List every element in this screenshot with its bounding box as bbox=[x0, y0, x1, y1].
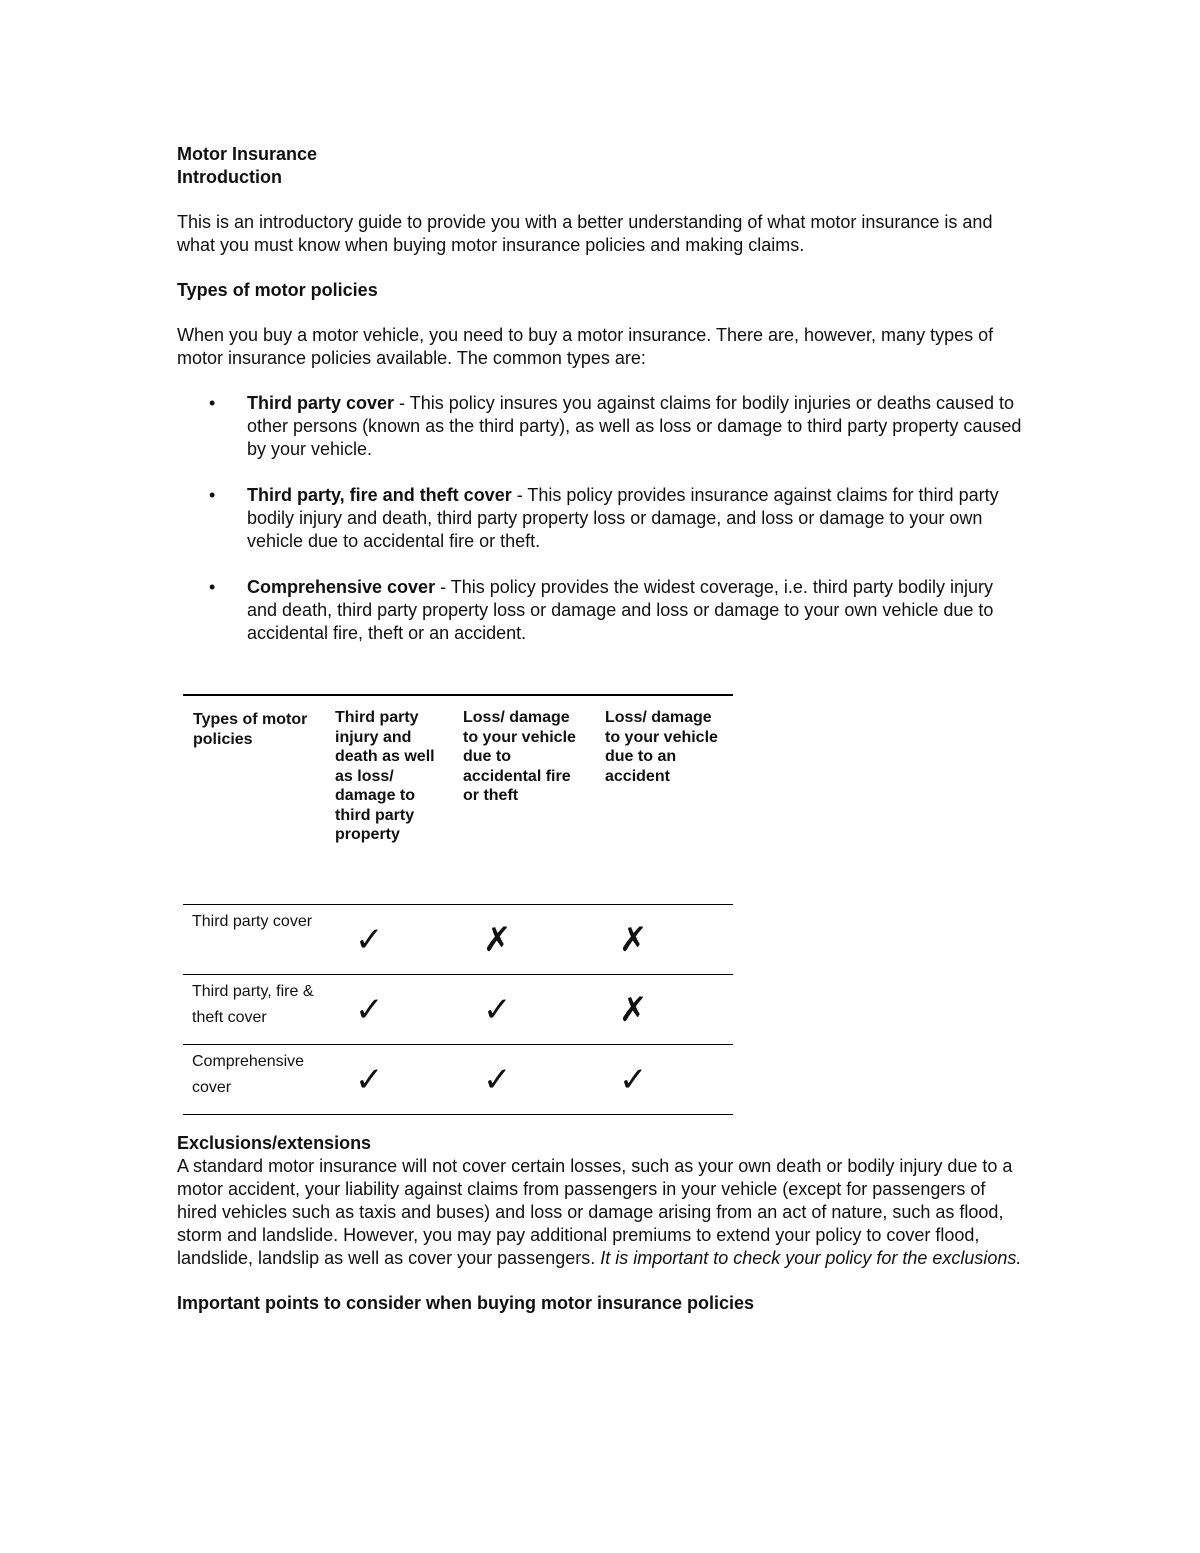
list-item bbox=[177, 576, 1027, 645]
type-name: Third party, fire and theft cover bbox=[247, 485, 512, 505]
tick-icon: ✓ bbox=[327, 975, 455, 1045]
tick-icon: ✓ bbox=[455, 975, 595, 1045]
tick-icon: ✓ bbox=[327, 905, 455, 975]
type-desc: - This policy provides insurance against claims for third party bodily injury and death, third party property loss or damage, and loss or damage to your own vehicle due to accidental fire or theft. bbox=[247, 485, 999, 551]
table-row bbox=[183, 975, 733, 1045]
header-accident: Loss/ damage to your vehicle due to an accident bbox=[595, 695, 733, 905]
doc-subtitle: Introduction bbox=[177, 167, 282, 187]
cross-icon: ✗ bbox=[595, 905, 733, 975]
type-desc: - This policy insures you against claims for bodily injuries or deaths caused to other persons (known as the third party), as well as loss or damage to third party property caused by your vehicle. bbox=[247, 393, 1022, 459]
table-row bbox=[183, 1045, 733, 1115]
types-intro: When you buy a motor vehicle, you need to buy a motor insurance. There are, however, many types of motor insurance policies available. The common types are: bbox=[177, 325, 994, 368]
header-fire-theft: Loss/ damage to your vehicle due to accidental fire or theft bbox=[455, 695, 595, 905]
lower-section bbox=[177, 1132, 1027, 1315]
row-label: Comprehensive cover bbox=[183, 1045, 327, 1115]
points-heading: Important points to consider when buying motor insurance policies bbox=[177, 1293, 755, 1313]
list-item bbox=[177, 484, 1027, 553]
row-label: Third party cover bbox=[183, 905, 327, 975]
tick-icon: ✓ bbox=[327, 1045, 455, 1115]
table-header-row bbox=[183, 695, 733, 905]
exclusions-body: A standard motor insurance will not cover certain losses, such as your own death or bodily injury due to a motor accident, your liability against claims from passengers in your vehicle (except for passengers of hired vehicles such as taxis and buses) and loss or damage arising from an act of nature, such as flood, storm and landslide. However, you may pay additional premiums to extend your policy to cover flood, landslide, landslip as well as cover your passengers. bbox=[177, 1156, 1013, 1268]
intro-paragraph: This is an introductory guide to provide you with a better understanding of what motor insurance is and what you must know when buying motor insurance policies and making claims. bbox=[177, 212, 993, 255]
doc-title: Motor Insurance bbox=[177, 144, 318, 164]
list-item bbox=[177, 392, 1027, 461]
type-name: Comprehensive cover bbox=[247, 577, 436, 597]
exclusions-note: It is important to check your policy for the exclusions. bbox=[600, 1248, 1022, 1268]
exclusions-heading: Exclusions/extensions bbox=[177, 1133, 372, 1153]
type-name: Third party cover bbox=[247, 393, 395, 413]
tick-icon: ✓ bbox=[595, 1045, 733, 1115]
type-desc: - This policy provides the widest coverage, i.e. third party bodily injury and death, third party property loss or damage and loss or damage to your own vehicle due to accidental fire, theft or an accident. bbox=[247, 577, 994, 643]
tick-icon: ✓ bbox=[455, 1045, 595, 1115]
bullet-icon: • bbox=[209, 393, 216, 413]
row-label: Third party, fire & theft cover bbox=[183, 975, 327, 1045]
coverage-table bbox=[183, 694, 733, 1115]
header-third-party: Third party injury and death as well as loss/ damage to third party property bbox=[327, 695, 455, 905]
cross-icon: ✗ bbox=[595, 975, 733, 1045]
bullet-icon: • bbox=[209, 485, 216, 505]
bullet-icon: • bbox=[209, 577, 216, 597]
exclusions-paragraph bbox=[177, 1155, 1027, 1270]
header-types: Types of motor policies bbox=[183, 695, 327, 905]
document-body bbox=[177, 143, 1027, 668]
cross-icon: ✗ bbox=[455, 905, 595, 975]
types-heading: Types of motor policies bbox=[177, 280, 378, 300]
table-row bbox=[183, 905, 733, 975]
types-list bbox=[177, 392, 1027, 645]
